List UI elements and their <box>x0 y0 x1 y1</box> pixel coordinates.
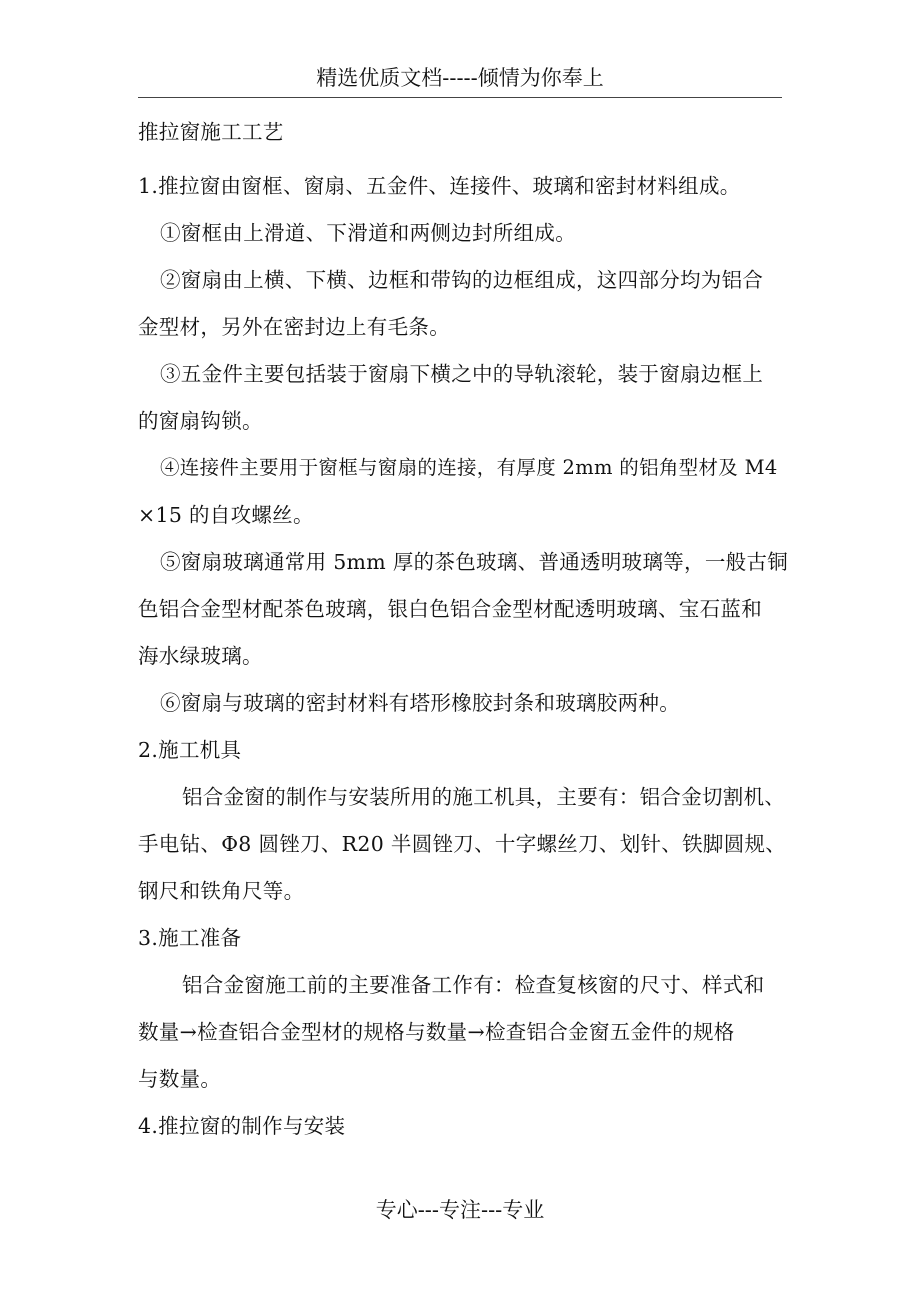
section-heading: 1.推拉窗由窗框、窗扇、五金件、连接件、玻璃和密封材料组成。 <box>138 174 741 198</box>
text-line: 海水绿玻璃。 <box>138 644 263 668</box>
list-item: ①窗框由上滑道、下滑道和两侧边封所组成。 <box>160 221 576 245</box>
document-title: 推拉窗施工工艺 <box>138 120 284 144</box>
text-line: 的窗扇钩锁。 <box>138 409 263 433</box>
list-item: ⑥窗扇与玻璃的密封材料有塔形橡胶封条和玻璃胶两种。 <box>160 691 680 715</box>
list-item: ③五金件主要包括装于窗扇下横之中的导轨滚轮，装于窗扇边框上 <box>160 362 764 386</box>
list-item: ⑤窗扇玻璃通常用 5mm 厚的茶色玻璃、普通透明玻璃等，一般古铜 <box>160 550 789 574</box>
text-line: 色铝合金型材配茶色玻璃，银白色铝合金型材配透明玻璃、宝石蓝和 <box>138 597 762 621</box>
list-item: ②窗扇由上横、下横、边框和带钩的边框组成，这四部分均为铝合 <box>160 268 764 292</box>
page-footer: 专心---专注---专业 <box>375 1198 545 1222</box>
text-line: 钢尺和铁角尺等。 <box>138 879 305 903</box>
section-heading: 4.推拉窗的制作与安装 <box>138 1114 346 1138</box>
text-line: ×15 的自攻螺丝。 <box>138 503 314 527</box>
section-heading: 2.施工机具 <box>138 738 242 762</box>
page-header: 精选优质文档-----倾情为你奉上 <box>138 62 782 98</box>
paragraph-line: 铝合金窗的制作与安装所用的施工机具，主要有：铝合金切割机、 <box>182 785 786 809</box>
text-line: 数量→检查铝合金型材的规格与数量→检查铝合金窗五金件的规格 <box>138 1020 735 1044</box>
list-item: ④连接件主要用于窗框与窗扇的连接，有厚度 2mm 的铝角型材及 M4 <box>160 456 778 479</box>
section-heading: 3.施工准备 <box>138 926 242 950</box>
text-line: 金型材，另外在密封边上有毛条。 <box>138 315 450 339</box>
paragraph-line: 铝合金窗施工前的主要准备工作有：检查复核窗的尺寸、样式和 <box>182 973 765 997</box>
text-line: 与数量。 <box>138 1067 222 1091</box>
text-line: 手电钻、Φ8 圆锉刀、R20 半圆锉刀、十字螺丝刀、划针、铁脚圆规、 <box>138 832 787 856</box>
